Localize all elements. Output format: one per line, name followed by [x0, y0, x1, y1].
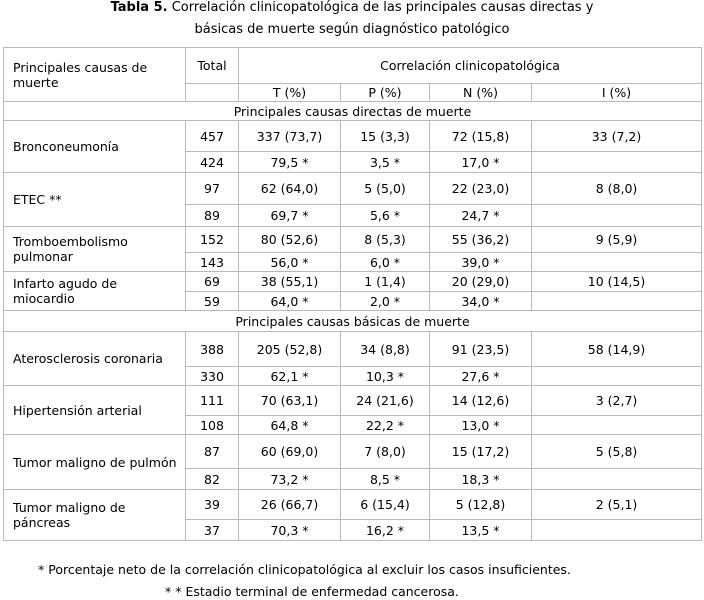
cause-name: Tumor maligno de páncreas	[4, 490, 186, 541]
cell-n: 24,7 *	[430, 205, 532, 227]
cell-total: 111	[186, 386, 239, 416]
cell-i: 3 (2,7)	[532, 386, 702, 416]
cell-p: 5 (5,0)	[341, 173, 430, 205]
cell-i	[532, 152, 702, 173]
cell-i	[532, 367, 702, 386]
correlation-table	[3, 47, 702, 541]
cell-t: 70,3 *	[239, 520, 341, 541]
table-title-line2: básicas de muerte según diagnóstico patológico	[194, 22, 510, 37]
cell-p: 5,6 *	[341, 205, 430, 227]
cell-i	[532, 253, 702, 272]
cell-p: 22,2 *	[341, 416, 430, 435]
header-total-blank	[186, 84, 239, 102]
cell-i	[532, 292, 702, 311]
cell-i	[532, 205, 702, 227]
cause-name: Aterosclerosis coronaria	[4, 332, 186, 386]
cell-n: 17,0 *	[430, 152, 532, 173]
cell-i	[532, 469, 702, 490]
cell-i: 9 (5,9)	[532, 227, 702, 253]
cell-p: 24 (21,6)	[341, 386, 430, 416]
cell-n: 34,0 *	[430, 292, 532, 311]
cell-n: 20 (29,0)	[430, 272, 532, 292]
cell-total: 37	[186, 520, 239, 541]
cell-i: 2 (5,1)	[532, 490, 702, 520]
cell-t: 69,7 *	[239, 205, 341, 227]
section-header: Principales causas directas de muerte	[4, 102, 702, 121]
cell-p: 7 (8,0)	[341, 435, 430, 469]
cell-t: 56,0 *	[239, 253, 341, 272]
cell-p: 6,0 *	[341, 253, 430, 272]
cell-n: 22 (23,0)	[430, 173, 532, 205]
cell-n: 5 (12,8)	[430, 490, 532, 520]
cell-t: 64,8 *	[239, 416, 341, 435]
cell-total: 39	[186, 490, 239, 520]
cell-n: 13,0 *	[430, 416, 532, 435]
cell-p: 2,0 *	[341, 292, 430, 311]
header-cause: Principales causas de muerte	[4, 48, 186, 102]
cell-p: 1 (1,4)	[341, 272, 430, 292]
header-total: Total	[186, 48, 239, 84]
cell-total: 87	[186, 435, 239, 469]
cell-t: 70 (63,1)	[239, 386, 341, 416]
cell-p: 10,3 *	[341, 367, 430, 386]
cell-p: 6 (15,4)	[341, 490, 430, 520]
cell-i	[532, 416, 702, 435]
cell-i: 33 (7,2)	[532, 121, 702, 152]
cause-name: Tromboembolismo pulmonar	[4, 227, 186, 272]
cell-t: 337 (73,7)	[239, 121, 341, 152]
cell-total: 152	[186, 227, 239, 253]
cell-total: 143	[186, 253, 239, 272]
cell-t: 60 (69,0)	[239, 435, 341, 469]
cell-t: 79,5 *	[239, 152, 341, 173]
cell-i: 58 (14,9)	[532, 332, 702, 367]
cell-n: 91 (23,5)	[430, 332, 532, 367]
cell-i: 5 (5,8)	[532, 435, 702, 469]
cell-total: 330	[186, 367, 239, 386]
table-row	[4, 435, 702, 469]
cell-total: 82	[186, 469, 239, 490]
table-title	[0, 0, 704, 15]
cause-name: Hipertensión arterial	[4, 386, 186, 435]
table-row	[4, 173, 702, 205]
cell-p: 16,2 *	[341, 520, 430, 541]
table-row	[4, 332, 702, 367]
cell-total: 97	[186, 173, 239, 205]
cell-n: 27,6 *	[430, 367, 532, 386]
cell-p: 8 (5,3)	[341, 227, 430, 253]
footnote-etec: * * Estadio terminal de enfermedad cancerosa.	[165, 584, 459, 599]
table-row	[4, 490, 702, 520]
cell-total: 69	[186, 272, 239, 292]
cell-n: 13,5 *	[430, 520, 532, 541]
cause-name: Bronconeumonía	[4, 121, 186, 173]
cell-n: 72 (15,8)	[430, 121, 532, 152]
cell-t: 26 (66,7)	[239, 490, 341, 520]
cell-n: 18,3 *	[430, 469, 532, 490]
header-t: T (%)	[239, 84, 341, 102]
cell-total: 388	[186, 332, 239, 367]
cell-i	[532, 520, 702, 541]
table-row	[4, 227, 702, 253]
cell-i: 10 (14,5)	[532, 272, 702, 292]
header-n: N (%)	[430, 84, 532, 102]
cell-n: 39,0 *	[430, 253, 532, 272]
cell-i: 8 (8,0)	[532, 173, 702, 205]
cause-name: ETEC **	[4, 173, 186, 227]
cell-p: 3,5 *	[341, 152, 430, 173]
table-row	[4, 121, 702, 152]
header-i: I (%)	[532, 84, 702, 102]
cause-name: Infarto agudo de miocardio	[4, 272, 186, 311]
cell-p: 15 (3,3)	[341, 121, 430, 152]
cell-total: 89	[186, 205, 239, 227]
cell-total: 457	[186, 121, 239, 152]
table-number: Tabla 5.	[110, 0, 168, 15]
cell-total: 59	[186, 292, 239, 311]
cell-p: 34 (8,8)	[341, 332, 430, 367]
cell-n: 55 (36,2)	[430, 227, 532, 253]
cell-t: 62 (64,0)	[239, 173, 341, 205]
cell-t: 73,2 *	[239, 469, 341, 490]
cell-n: 15 (17,2)	[430, 435, 532, 469]
cell-t: 62,1 *	[239, 367, 341, 386]
cell-t: 80 (52,6)	[239, 227, 341, 253]
cell-t: 64,0 *	[239, 292, 341, 311]
cell-t: 205 (52,8)	[239, 332, 341, 367]
cell-t: 38 (55,1)	[239, 272, 341, 292]
table-row	[4, 386, 702, 416]
cell-n: 14 (12,6)	[430, 386, 532, 416]
footnote-net-percentage: * Porcentaje neto de la correlación clinicopatológica al excluir los casos insuficientes.	[38, 562, 571, 577]
table-row	[4, 272, 702, 292]
header-correlation: Correlación clinicopatológica	[239, 48, 702, 84]
cell-total: 424	[186, 152, 239, 173]
cause-name: Tumor maligno de pulmón	[4, 435, 186, 490]
header-p: P (%)	[341, 84, 430, 102]
section-header: Principales causas básicas de muerte	[4, 311, 702, 332]
cell-p: 8,5 *	[341, 469, 430, 490]
cell-total: 108	[186, 416, 239, 435]
table-title-line1: Correlación clinicopatológica de las principales causas directas y	[167, 0, 594, 15]
